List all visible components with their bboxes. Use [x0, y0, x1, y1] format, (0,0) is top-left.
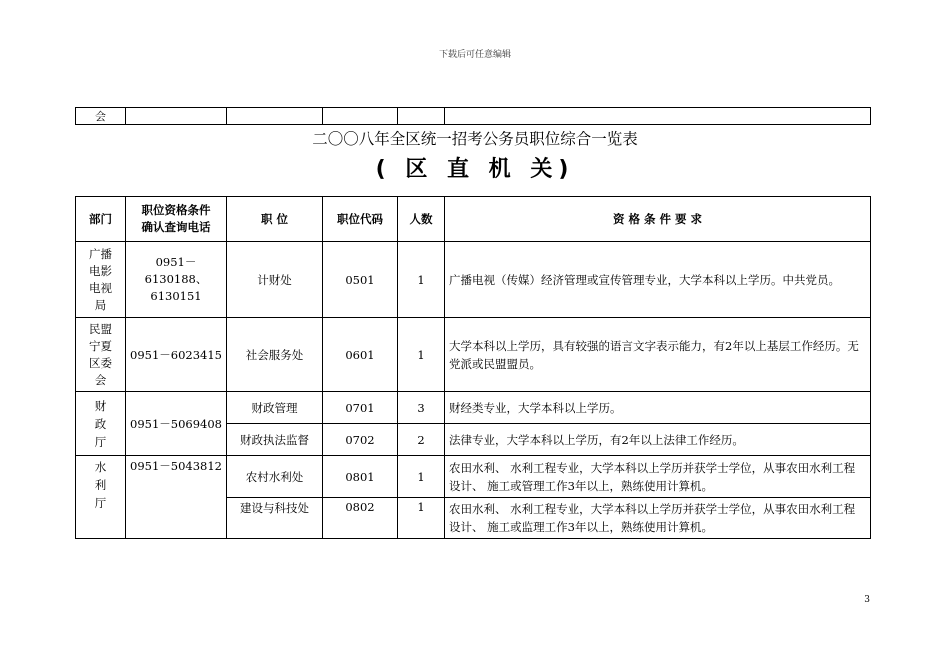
contact-cell: 0951－6130188、6130151	[126, 242, 227, 318]
col-header-dept: 部门	[76, 197, 126, 242]
page-number: 3	[864, 595, 870, 605]
requirements-cell: 农田水利、 水利工程专业，大学本科以上学历并获学士学位，从事农田水利工程设计、 施工或监理工作3年以上，熟练使用计算机。	[445, 498, 871, 539]
table-header-row	[76, 197, 871, 242]
col-header-position: 职 位	[227, 197, 323, 242]
count-cell: 3	[398, 392, 445, 424]
position-cell: 建设与科技处	[227, 498, 323, 539]
requirements-cell: 广播电视（传媒）经济管理或宣传管理专业，大学本科以上学历。中共党员。	[445, 242, 871, 318]
code-cell: 0501	[323, 242, 398, 318]
position-cell: 农村水利处	[227, 456, 323, 498]
fragment-dept-cell: 会	[76, 108, 126, 125]
position-cell: 财政管理	[227, 392, 323, 424]
header-note: 下载后可任意编辑	[438, 50, 511, 60]
code-cell: 0802	[323, 498, 398, 539]
count-cell: 1	[398, 456, 445, 498]
contact-cell: 0951－5069408	[126, 392, 227, 456]
table-row	[76, 242, 871, 318]
col-header-count: 人数	[398, 197, 445, 242]
contact-cell: 0951－5043812	[126, 456, 227, 539]
contact-cell: 0951－6023415	[126, 318, 227, 392]
count-cell: 1	[398, 318, 445, 392]
previous-page-table-fragment	[75, 107, 871, 125]
col-header-code: 职位代码	[323, 197, 398, 242]
requirements-cell: 大学本科以上学历，具有较强的语言文字表示能力，有2年以上基层工作经历。无党派或民盟盟员。	[445, 318, 871, 392]
col-header-contact-line2: 确认查询电话	[141, 220, 211, 234]
code-cell: 0601	[323, 318, 398, 392]
requirements-cell: 法律专业，大学本科以上学历，有2年以上法律工作经历。	[445, 424, 871, 456]
count-cell: 2	[398, 424, 445, 456]
positions-table	[75, 196, 871, 539]
dept-cell: 财政厅	[76, 392, 126, 456]
col-header-contact	[126, 197, 227, 242]
requirements-cell: 农田水利、 水利工程专业，大学本科以上学历并获学士学位，从事农田水利工程设计、 施工或管理工作3年以上，熟练使用计算机。	[445, 456, 871, 498]
requirements-cell: 财经类专业，大学本科以上学历。	[445, 392, 871, 424]
count-cell: 1	[398, 498, 445, 539]
code-cell: 0801	[323, 456, 398, 498]
table-row	[76, 318, 871, 392]
document-title: 二〇〇八年全区统一招考公务员职位综合一览表	[312, 130, 638, 148]
position-cell: 财政执法监督	[227, 424, 323, 456]
col-header-contact-line1: 职位资格条件	[141, 203, 211, 217]
col-header-requirements: 资 格 条 件 要 求	[445, 197, 871, 242]
table-row	[76, 392, 871, 424]
code-cell: 0701	[323, 392, 398, 424]
position-cell: 计财处	[227, 242, 323, 318]
position-cell: 社会服务处	[227, 318, 323, 392]
dept-cell: 民盟宁夏区委会	[76, 318, 126, 392]
count-cell: 1	[398, 242, 445, 318]
dept-cell: 广播电影电视局	[76, 242, 126, 318]
document-subtitle: ( 区 直 机 关)	[375, 157, 575, 182]
code-cell: 0702	[323, 424, 398, 456]
dept-cell: 水利厅	[76, 456, 126, 539]
table-row	[76, 456, 871, 498]
